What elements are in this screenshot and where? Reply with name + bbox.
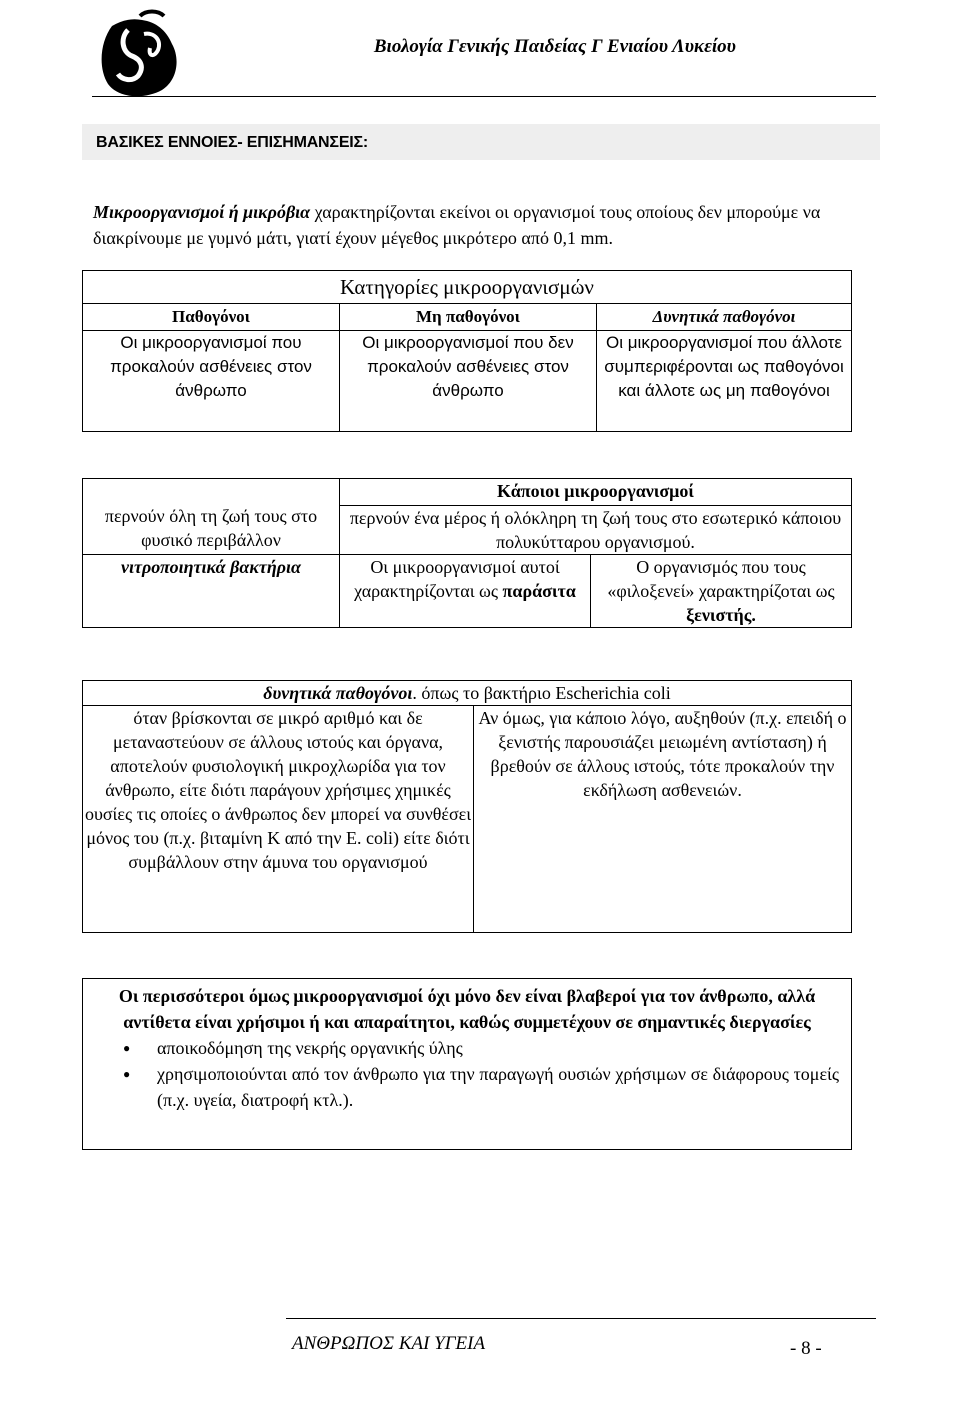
nitrifying-bacteria: νιτροποιητικά βακτήρια [83,555,340,628]
logo-icon [92,8,182,100]
header-non-pathogenic: Μη παθογόνοι [340,304,597,331]
potential-heading-term: δυνητικά παθογόνοι [263,683,413,703]
potential-heading-rest: . όπως το βακτήριο Escherichia coli [412,683,671,703]
normal-flora-text: όταν βρίσκονται σε μικρό αριθμό και δε μεταναστεύουν σε άλλους ιστούς και όργανα, αποτελούν φυσιολογική μικροχλωρίδα για τον άνθρωπο, είτε διότι παράγουν χρήσιμες χημικές ουσίες τις οποίες ο άνθρωπος δεν μπορεί να συνθέσει μόνος του (π.χ. βιταμίνη Κ από την E. coli) είτε διότι συμβάλλουν στην άμυνα του οργανισμού [83,706,474,933]
categories-caption: Κατηγορίες μικροοργανισμών [83,271,852,304]
parasite-prefix: Οι μικροοργανισμοί αυτοί χαρακτηρίζονται ως [354,557,560,601]
some-microorganisms-table [82,478,852,628]
section-title: ΒΑΣΙΚΕΣ ΕΝΝΟΙΕΣ- ΕΠΙΣΗΜΑΝΣΕΙΣ: [96,134,369,151]
free-living-text: περνούν όλη τη ζωή τους στο φυσικό περιβάλλον [83,479,340,555]
useful-microorganisms-box [82,978,852,1150]
internal-living-text: περνούν ένα μέρος ή ολόκληρη τη ζωή τους στο εσωτερικό κάποιου πολυκύτταρου οργανισμού. [340,506,852,555]
host-prefix: Ο οργανισμός που τους «φιλοξενεί» χαρακτηρίζοται ως [607,557,835,601]
footer-title: ΑΝΘΡΩΠΟΣ ΚΑΙ ΥΓΕΙΑ [292,1333,486,1354]
intro-text: χαρακτηρίζονται εκείνοι οι οργανισμοί τους οποίους δεν μπορούμε να διακρίνουμε με γυμνό μάτι, γιατί έχουν μέγεθος μικρότερο από 0,1 mm. [93,202,821,248]
host-cell [591,555,852,628]
useful-list [83,1035,851,1113]
page-number: - 8 - [790,1338,822,1359]
header-potential-pathogenic: Δυνητικά παθογόνοι [597,304,852,331]
cell-potential-pathogenic: Οι μικροοργανισμοί που άλλοτε συμπεριφέρονται ως παθογόνοι και άλλοτε ως μη παθογόνοι [597,331,852,432]
categories-table [82,270,852,432]
footer-divider [286,1318,876,1319]
list-item: ● χρησιμοποιούνται από τον άνθρωπο για την παραγωγή ουσιών χρήσιμων σε διάφορους τομείς (π.χ. υγεία, διατροφή κτλ.). [157,1061,851,1113]
useful-lead: Οι περισσότεροι όμως μικροοργανισμοί όχι μόνο δεν είναι βλαβεροί για τον άνθρωπο, αλλά αντίθετα είναι χρήσιμοι ή και απαραίτητοι, καθώς συμμετέχουν σε σημαντικές διεργασίες [118,986,816,1032]
host-term: ξενιστής. [686,605,756,625]
potential-pathogens-table [82,680,852,933]
disease-text: Αν όμως, για κάποιο λόγο, αυξηθούν (π.χ. επειδή ο ξενιστής παρουσιάζει μειωμένη αντίσταση) ή βρεθούν σε άλλους ιστούς, τότε προκαλούν την εκδήλωση ασθενειών. [474,706,852,933]
some-caption: Κάποιοι μικροοργανισμοί [340,479,852,506]
intro-term: Μικροοργανισμοί ή μικρόβια [93,202,311,222]
potential-heading [83,681,852,706]
cell-pathogenic: Οι μικροοργανισμοί που προκαλούν ασθένειες στον άνθρωπο [83,331,340,432]
useful-cell [83,979,852,1150]
header-pathogenic: Παθογόνοι [83,304,340,331]
cell-non-pathogenic: Οι μικροοργανισμοί που δεν προκαλούν ασθένειες στον άνθρωπο [340,331,597,432]
list-item: ● αποικοδόμηση της νεκρής οργανικής ύλης [157,1035,851,1061]
parasite-term: παράσιτα [502,581,576,601]
header-divider [92,96,876,97]
header-title: Βιολογία Γενικής Παιδείας Γ Ενιαίου Λυκείου [373,36,736,57]
parasite-cell [340,555,591,628]
intro-paragraph [93,199,873,251]
